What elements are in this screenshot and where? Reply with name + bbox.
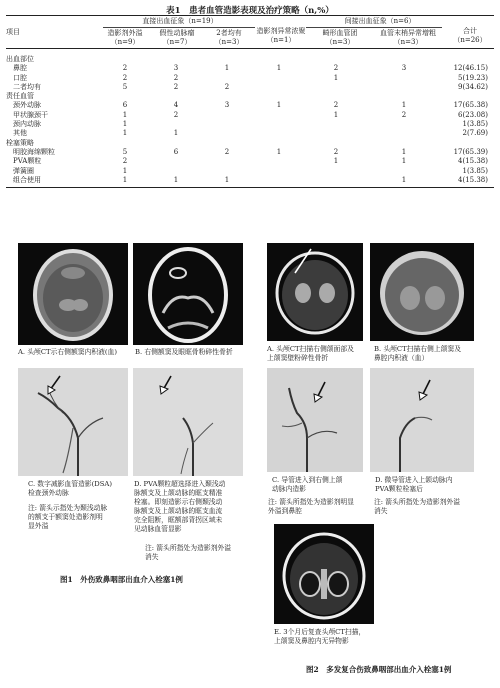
fig1-panel-d-image [133,368,243,476]
table-cell: 5(19.23) [458,73,488,82]
table-cell: 4 [173,101,179,110]
row-label: 其他 [6,129,27,138]
table-row [6,120,494,129]
table-row [6,101,494,110]
table-cell: 4(15.38) [458,175,488,184]
fig1-caption-d-line3: 栓塞。即刻造影示右侧颞浅动 [134,498,223,506]
table-cell [306,176,366,185]
table-cell: 2 [122,73,128,82]
fig2-caption-e-line2: 上颌窦及鼻腔内无异物影 [274,637,349,645]
table-cell: 2 [173,82,179,91]
table-cell: 1 [401,101,407,110]
table-cell: 3 [224,101,230,110]
table-row [6,139,494,148]
fig2-note-c-line2: 外溢到鼻腔 [268,507,302,515]
table-cell: 2 [122,64,128,73]
table-cell: 1 [122,120,128,129]
fig1-caption-b: B. 右侧额窦及眼眶骨粉碎性骨折 [135,348,233,356]
header-item: 项目 [6,28,20,36]
fig2-panel-d-image [370,368,474,472]
table-cell: 2(7.69) [462,129,488,138]
fig2-caption-b-line2: 鼻腔内积液（血） [374,354,429,362]
table-row [6,55,494,64]
table-cell: 1 [401,147,407,156]
table-cell: 1 [122,175,128,184]
fig1-panel-b-image [133,243,243,345]
table-cell [366,129,442,138]
table-row [6,129,494,138]
fig1-panel-a-image [18,243,128,345]
table-cell: 1 [333,73,339,82]
table-cell [150,157,202,166]
fig2-panel-e-image [274,524,374,624]
table-cell: 1 [276,64,282,73]
table-cell: 1 [276,147,282,156]
header-col7-label: 合计 [463,27,477,35]
fig2-caption-a-line1: A. 头颅CT扫描右侧颌面部及 [267,345,354,353]
table-cell [252,139,306,148]
fig2-caption-a-line2: 上颌窦壁粉碎性骨折 [267,354,329,362]
header-col1-n: （n=9） [110,38,140,46]
table-cell [252,55,306,64]
row-label: PVA颗粒 [6,157,42,166]
row-label: 组合使用 [6,175,41,184]
fig1-note-c-line2: 的额支于额窦处造影剂明 [28,513,103,521]
dsa-post-pva-image [370,368,474,472]
ct-follow-up-image [274,524,374,624]
header-bottom-rule [6,48,494,49]
fig2-caption-d [375,476,495,494]
fig2-caption-d-line1: D. 微导管进入上颌动脉内 [375,476,453,484]
fig2-note-d-line1: 注: 箭头所指处为造影剂外溢 [374,498,461,506]
row-label: 颈内动脉 [6,120,41,129]
ct-facial-image [267,243,363,341]
table-row [6,83,494,92]
table-cell [306,167,366,176]
row-label: 颈外动脉 [6,101,41,110]
table-cell [202,167,252,176]
table-cell [442,55,494,64]
fig2-panel-a-image [267,243,363,341]
table-cell: 1 [122,110,128,119]
dsa-external-carotid-image [18,368,128,476]
fig1-caption-d-line5: 完全阻断，眶额部背拐区域未 [134,516,223,524]
table-cell: 2 [333,64,339,73]
table-cell: 17(65.38) [453,101,488,110]
figure2-caption: 图2 多发复合伤致鼻咽部出血介入栓塞1例 [306,665,452,674]
fig1-note-d [145,544,255,562]
header-col7 [446,27,494,45]
table-cell [150,167,202,176]
fig1-note-c-line3: 显外溢 [28,522,49,530]
table-cell: 9(34.62) [458,82,488,91]
table-row [6,176,494,185]
figure1-caption: 图1 外伤致鼻咽部出血介入栓塞1例 [60,575,183,584]
table-cell [150,55,202,64]
table-cell [306,129,366,138]
header-col2-n: （n=7） [162,38,192,46]
fig2-panel-b-image [370,243,474,341]
fig2-caption-e-line1: E. 3个月后复查头颅CT扫描， [274,628,366,636]
table-cell: 2 [173,110,179,119]
table-cell [202,139,252,148]
fig1-caption-d-line2: 脉额支及上颌动脉的眶支精准 [134,489,223,497]
table-cell: 6 [122,101,128,110]
table-cell: 12(46.15) [453,64,488,73]
direct-group-rule [103,27,255,28]
row-label: 鼻腔 [6,64,27,73]
table-row [6,167,494,176]
table-cell: 4(15.38) [458,157,488,166]
table-cell: 1 [333,110,339,119]
header-col6-label: 血管末梢异常增粗 [380,29,436,37]
table-cell: 5 [122,82,128,91]
table-cell: 3 [401,64,407,73]
row-label: 出血部位 [6,55,34,63]
header-col2 [151,29,203,47]
fig2-panel-c-image [267,368,363,472]
table-cell [150,92,202,101]
dsa-maxillary-artery-image [267,368,363,472]
header-col6 [370,29,446,47]
table-cell [366,83,442,92]
header-col5-n: （n=3） [325,38,355,46]
fig2-note-c [268,498,378,516]
table-cell [366,55,442,64]
table-cell [252,157,306,166]
table-cell [306,92,366,101]
dsa-post-embolization-image [133,368,243,476]
table-cell: 2 [122,157,128,166]
indirect-group-rule [306,27,442,28]
header-col3-n: （n=3） [214,38,244,46]
table-cell [100,139,150,148]
header-col6-n: （n=3） [393,38,423,46]
table-cell [202,129,252,138]
fig1-caption-c [28,480,138,498]
table-row [6,74,494,83]
table-cell: 17(65.39) [453,147,488,156]
ct-bone-window-image [133,243,243,345]
table-row [6,111,494,120]
table-cell: 1 [276,101,282,110]
table-cell [306,120,366,129]
table-cell: 2 [333,147,339,156]
fig2-note-c-line1: 注: 箭头所指处为造影剂明显 [268,498,355,506]
table-row [6,92,494,101]
table-cell [150,120,202,129]
table-cell [150,139,202,148]
table-cell [366,120,442,129]
table-cell: 3 [173,64,179,73]
fig1-caption-a: A. 头颅CT示右侧额窦内积液(血) [18,348,118,356]
table-cell: 2 [224,82,230,91]
table-cell [252,167,306,176]
table-cell: 1 [401,175,407,184]
table-row [6,148,494,157]
header-col4 [254,27,308,45]
fig2-caption-d-line2: PVA颗粒栓塞后 [375,485,423,493]
fig2-note-d-line2: 消失 [374,507,388,515]
fig2-caption-e [274,628,404,646]
header-col5 [310,29,370,47]
header-col7-n: （n=26） [453,36,487,44]
fig1-caption-d-line1: D. PVA颗粒超选择进入颞浅动 [134,480,226,488]
ct-brain-axial-image [18,243,128,345]
table-cell [202,120,252,129]
table-title: 表1 患者血管造影表现及治疗策略（n,%） [166,6,334,16]
table-cell [252,111,306,120]
table-row [6,157,494,166]
table-cell [306,55,366,64]
fig2-note-d [374,498,494,516]
header-col4-label: 造影剂异常浓聚 [256,27,306,35]
table-cell [252,92,306,101]
fig1-note-c [28,504,138,531]
table-cell [306,139,366,148]
table-cell [366,167,442,176]
fig1-caption-c-line1: C. 数字减影血管造影(DSA) [28,480,112,488]
table-cell: 1 [122,166,128,175]
table-cell [202,157,252,166]
header-indirect-group: 间接出血征象（n=6） [344,17,416,25]
table-cell: 2 [333,101,339,110]
table-cell [366,139,442,148]
table-cell: 6(23.08) [458,110,488,119]
table-cell [442,139,494,148]
header-col5-label: 畸形血管团 [322,29,358,37]
table-cell: 2 [224,147,230,156]
table-cell: 5 [122,147,128,156]
row-label: 口腔 [6,73,27,82]
fig1-note-d-line2: 消失 [145,553,159,561]
fig1-caption-d [134,480,254,534]
table-cell: 1 [224,64,230,73]
table-cell [252,129,306,138]
row-label: 责任血管 [6,92,34,101]
table-cell: 1(3.85) [462,120,488,129]
header-col3 [204,29,254,47]
table-cell [100,92,150,101]
header-col4-n: （n=1） [266,36,296,44]
header-col3-label: 2者均有 [216,29,242,37]
fig2-caption-c-line2: 动脉内造影 [272,485,306,493]
table-cell: 1 [224,175,230,184]
table-cell [366,92,442,101]
table-cell: 6 [173,147,179,156]
table-cell [252,74,306,83]
fig2-caption-b-line1: B. 头颅CT扫描右侧上颌窦及 [374,345,462,353]
table-cell: 1 [333,157,339,166]
fig1-note-c-line1: 注: 箭头示指处为颞浅动脉 [28,504,108,512]
table-cell [252,176,306,185]
header-direct-group: 直接出血征象（n=19） [142,17,218,25]
table-cell: 1 [122,129,128,138]
table-cell [252,120,306,129]
table-cell [202,74,252,83]
table-cell: 2 [173,73,179,82]
table-cell: 1(3.85) [462,166,488,175]
fig1-caption-c-line2: 检查颈外动脉 [28,489,69,497]
table-cell: 1 [173,175,179,184]
header-col1-label: 造影剂外溢 [107,29,143,37]
table-cell [252,83,306,92]
table-cell [442,92,494,101]
fig1-note-d-line1: 注: 箭头所指处为造影剂外溢 [145,544,232,552]
row-label: 明胶海绵颗粒 [6,147,55,156]
table-cell [202,55,252,64]
fig1-caption-d-line4: 脉额支及上颌动脉的眶支血流 [134,507,223,515]
table-cell [202,92,252,101]
table-cell: 2 [401,110,407,119]
header-col2-label: 假性动脉瘤 [159,29,195,37]
fig1-panel-c-image [18,368,128,476]
table-cell [366,74,442,83]
ct-sinus-image [370,243,474,341]
table-cell [100,55,150,64]
fig2-caption-b [374,345,494,363]
data-table [6,55,494,185]
row-label: 栓塞策略 [6,138,34,147]
fig1-caption-d-line6: 见动脉血管显影 [134,525,182,533]
table-top-rule [6,15,494,16]
fig2-caption-c [272,476,382,494]
row-label: 弹簧圈 [6,166,34,175]
row-label: 二者均有 [6,82,41,91]
row-label: 甲状腺颈干 [6,110,48,119]
table-cell [306,83,366,92]
table-cell: 1 [401,157,407,166]
fig2-caption-c-line1: C. 导管进入到右侧上颌 [272,476,343,484]
fig2-caption-a [267,345,377,363]
table-bottom-rule [6,187,494,188]
header-col1 [100,29,150,47]
table-cell: 1 [173,129,179,138]
table-cell [202,111,252,120]
table-row [6,64,494,73]
